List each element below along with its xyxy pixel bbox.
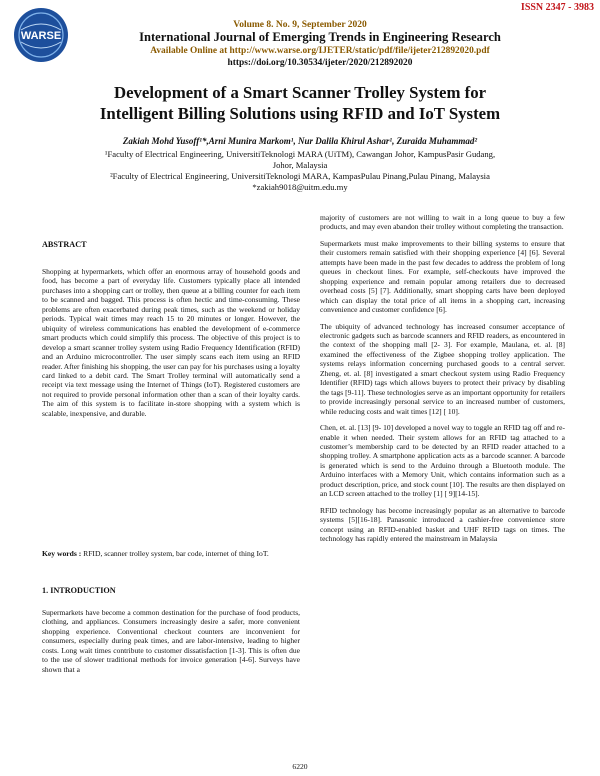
abstract-text (42, 267, 300, 418)
introduction-heading: 1. INTRODUCTION (42, 586, 116, 595)
right-paragraph-0: majority of customers are not willing to wait in a long queue to buy a few products, and may even abandon their trolley without completing the transaction. (320, 213, 565, 232)
journal-name: International Journal of Emerging Trends in Engineering Research (139, 30, 501, 44)
right-paragraph-1: Supermarkets must make improvements to their billing systems to ensure that their customers remain satisfied with their shopping experience [4] [6]. Several attempts have been made in the past few decades to address the problem of long queues in checkout lines. For example, self-checkouts have improved the shopping experience and remain popular among retailers due to decreased overhead costs [5] [7]. Additionally, smart shopping carts have been deployed which can display the total price of all items in a shopping cart, increasing convenience and customer confidence [6]. (320, 238, 565, 315)
affiliation-1-line-2: Johor, Malaysia (272, 160, 328, 170)
introduction-paragraph-1: Supermarkets have become a common destination for the purchase of food products, clothing, and appliances. Consumers increasingly desire a safer, more convenient shopping experience. Conventional checkout counters are inconvenient for consumers, especially during peak times, and are labor-intensive, leading to higher costs. Long wait times contribute to customer dissatisfaction [1-3]. This is often due to the use of slower traditional methods for invoice generation [4-6]. Surveys have shown that a (42, 608, 300, 674)
doi-link[interactable]: https://doi.org/10.30534/ijeter/2020/212892020 (227, 58, 413, 68)
right-column (320, 213, 565, 544)
paper-title (40, 82, 560, 124)
title-line-1: Development of a Smart Scanner Trolley System for (113, 83, 487, 102)
introduction-text (42, 608, 300, 674)
keywords (42, 549, 300, 559)
logo-text: WARSE (20, 30, 62, 42)
affiliation-1-line-1: ¹Faculty of Electrical Engineering, UniversitiTeknologi MARA (UiTM), Cawangan Johor, KampusPasir Gudang, (104, 149, 496, 159)
right-paragraph-3: Chen, et. al. [13] [9- 10] developed a novel way to toggle an RFID tag off and re-enable it when needed. Their system allows for an RFID tag attached to a customer’s membership card to be detected by an RFID reader attached to a shopping trolley. A smartphone application acts as a barcode scanner. A barcode is generated which is send to the Arduino through a Bluetooth module. The Arduino interfaces with a Memory Unit, which contains information such as a product description, price, and stock count [10]. The results are then displayed on an LCD screen attached to the trolley [1] [ 9][14-15]. (320, 423, 565, 499)
journal-volume: Volume 8. No. 9, September 2020 (233, 20, 367, 30)
abstract-heading: ABSTRACT (42, 240, 87, 249)
title-line-2: Intelligent Billing Solutions using RFID and IoT System (99, 104, 501, 123)
issn: ISSN 2347 - 3983 (520, 2, 594, 13)
affiliation-2: ²Faculty of Electrical Engineering, UniversitiTeknologi MARA, KampasPulau Pinang,Pulau Pinang, Malaysia (110, 171, 490, 181)
page-number: 6220 (292, 762, 308, 771)
available-online-link[interactable]: Available Online at http://www.warse.org/IJETER/static/pdf/file/ijeter212892020.pdf (150, 46, 490, 56)
right-paragraph-2: The ubiquity of advanced technology has increased consumer acceptance of electronic gadgets such as barcode scanners and RFID readers, as encountered in the context of the shopping mall [2- 3]. For example, Maulana, et. al. [8] examined the effectiveness of the Zigbee shopping trolley application. The systems relays information concerning purchased goods to a central server. Zheng, et. al. [8] investigated a smart checkout system using Radio Frequency Identifier (RFID) tags which allows buyers to protect their privacy by disabling the tags [9-11]. These technologies serve as an important opportunity for retailers to provide increasingly personal service to an increased number of customers, while reducing costs and wait times [12] [ 10]. (320, 321, 565, 416)
right-paragraph-4: RFID technology has become increasingly popular as an alternative to barcode systems [5][16-18]. Panasonic introduced a cashier-free convenience store concept using an RFID-enabled basket and UHF RFID tags on times. The technology has rapidly entered the mainstream in Malaysia (320, 505, 565, 544)
author-email[interactable]: *zakiah9018@uitm.edu.my (252, 182, 348, 192)
journal-logo (12, 6, 70, 64)
authors: Zakiah Mohd Yusoff¹*,Arni Munira Markom¹, Nur Dalila Khirul Ashar¹, Zuraida Muhammad² (122, 136, 478, 146)
keywords-label: Key words : (42, 549, 84, 558)
abstract-paragraph: Shopping at hypermarkets, which offer an enormous array of household goods and food, has become a part of everyday life. Customers typically place all intended purchases into a shopping cart or trolley, then queue at a billing counter for each item to be scanned and bagged. This process is often hectic and time-consuming. These problems are often exacerbated during peak times, such as the weekend or holiday periods. Typical wait times may reach 15 to 20 minutes or longer. However, the ubiquity of wireless communications has enabled the development of e-commerce smart products which could simplify this process. The objective of this project is to develop a smart scanner trolley system using Radio Frequency Identification (RFID) and an Arduino microcontroller. The user simply scans each item using an RFID reader. After finishing his shopping, the user can pay for his purchases using a loyalty card linked to a debit card. The Smart Trolley terminal will automatically send a receipt via text message using the Internet of Things (IoT). Registered customers are not required to provide personal information other than a scan of their loyalty cards. The aim of this system is to facilitate in-store shopping with a system which is scalable, inexpensive, and durable. (42, 267, 300, 418)
keywords-text: RFID, scanner trolley system, bar code, internet of thing IoT. (83, 549, 269, 558)
